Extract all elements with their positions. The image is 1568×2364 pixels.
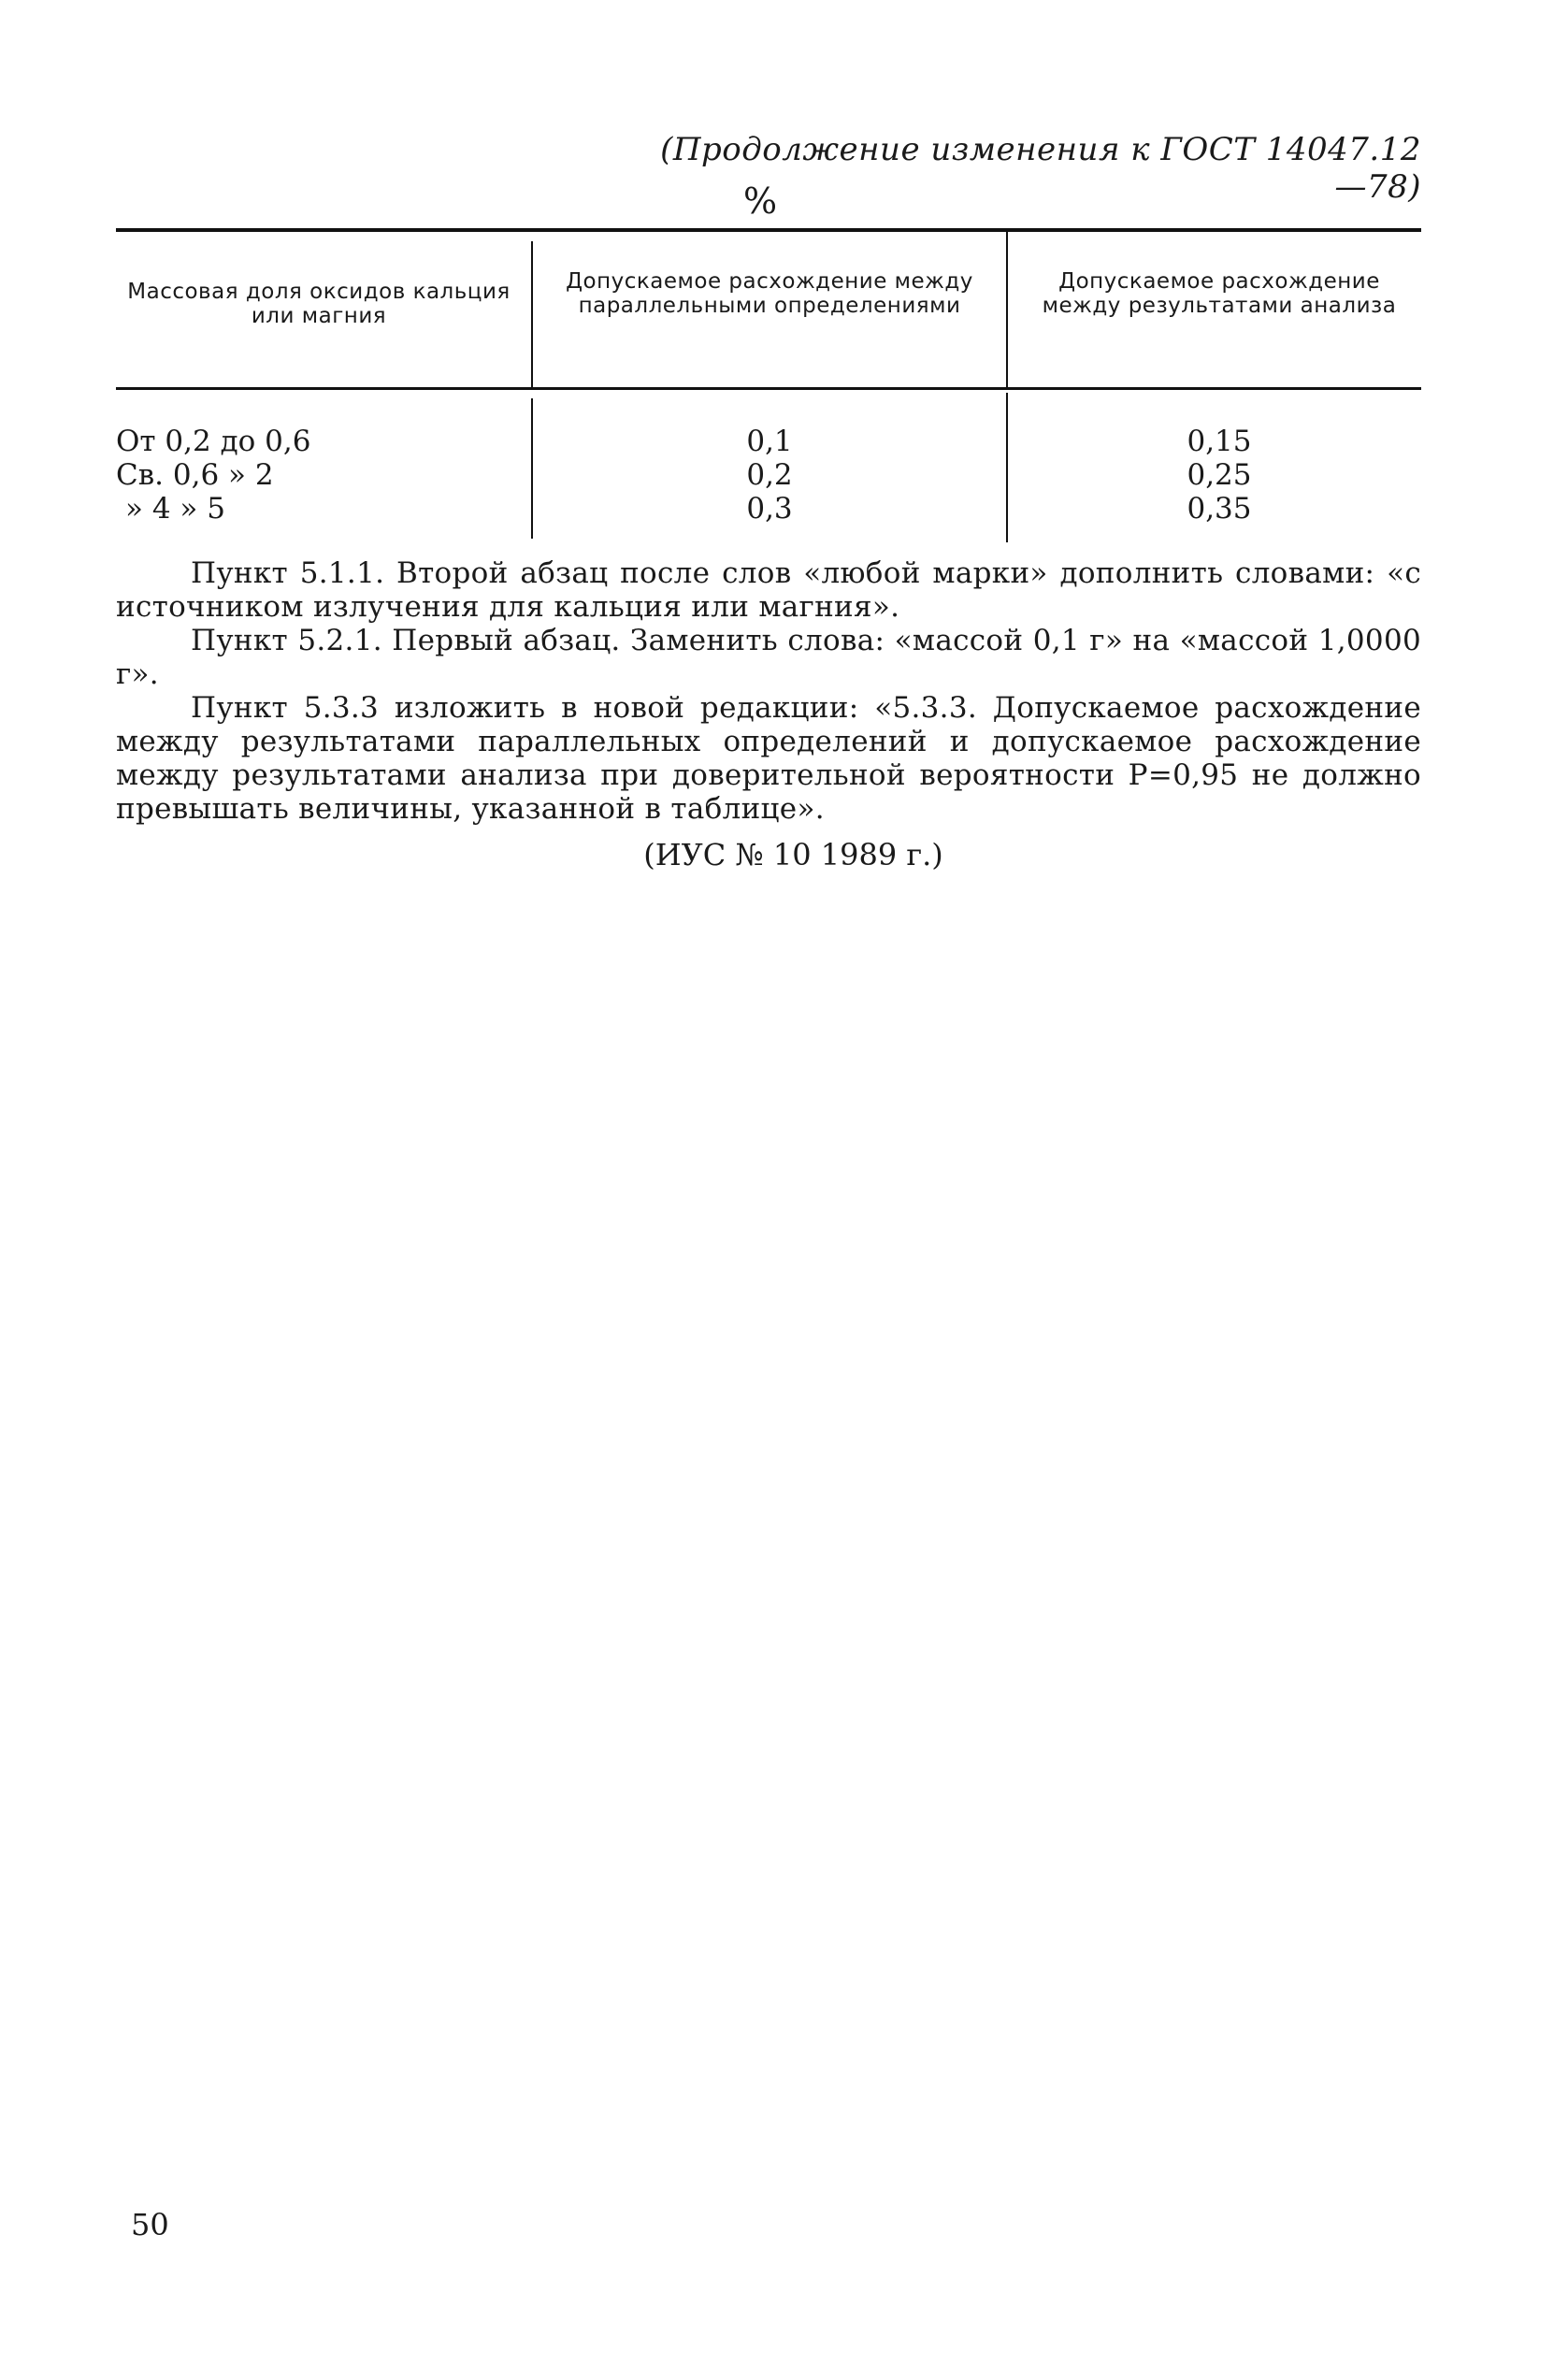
page-number: 50 — [131, 2207, 169, 2242]
page-header-title: (Продолжение изменения к ГОСТ 14047.12—78) — [660, 131, 1421, 206]
source-reference: (ИУС № 10 1989 г.) — [643, 837, 943, 872]
column-header-analysis-tolerance: Допускаемое расхождение между результатами анализа — [1042, 269, 1397, 318]
table-unit-label: % — [743, 180, 778, 222]
table-column-divider — [1006, 232, 1008, 387]
table-column-divider — [531, 398, 533, 539]
amendment-paragraph: Пункт 5.1.1. Второй абзац после слов «любой марки» дополнить словами: «с источником излучения для кальция или магния». — [116, 556, 1421, 624]
table-cell-parallel: 0,2 — [746, 458, 793, 492]
table-cell-range: От 0,2 до 0,6 — [116, 425, 311, 458]
table-cell-parallel: 0,3 — [746, 492, 793, 526]
amendment-paragraph: Пункт 5.2.1. Первый абзац. Заменить слова: «массой 0,1 г» на «массой 1,0000 г». — [116, 624, 1421, 691]
table-cell-analysis: 0,25 — [1187, 458, 1252, 492]
table-cell-range: Св. 0,6 » 2 — [116, 458, 274, 492]
table-cell-analysis: 0,35 — [1187, 492, 1252, 526]
column-header-mass-fraction: Массовая доля оксидов кальция или магния — [127, 280, 511, 328]
column-header-parallel-tolerance: Допускаемое расхождение между параллельными определениями — [566, 269, 973, 318]
tolerance-table — [116, 228, 1421, 542]
table-top-rule — [116, 228, 1421, 232]
amendment-paragraph: Пункт 5.3.3 изложить в новой редакции: «5.3.3. Допускаемое расхождение между результатами параллельных определений и допускаемое расхождение между результатами анализа при доверительной вероятности P=0,95 не должно превышать величины, указанной в таблице». — [116, 691, 1421, 826]
table-cell-parallel: 0,1 — [746, 425, 793, 458]
table-cell-range: » 4 » 5 — [125, 492, 225, 526]
table-column-divider — [531, 241, 533, 387]
table-cell-analysis: 0,15 — [1187, 425, 1252, 458]
table-header-rule — [116, 387, 1421, 390]
table-column-divider — [1006, 393, 1008, 542]
